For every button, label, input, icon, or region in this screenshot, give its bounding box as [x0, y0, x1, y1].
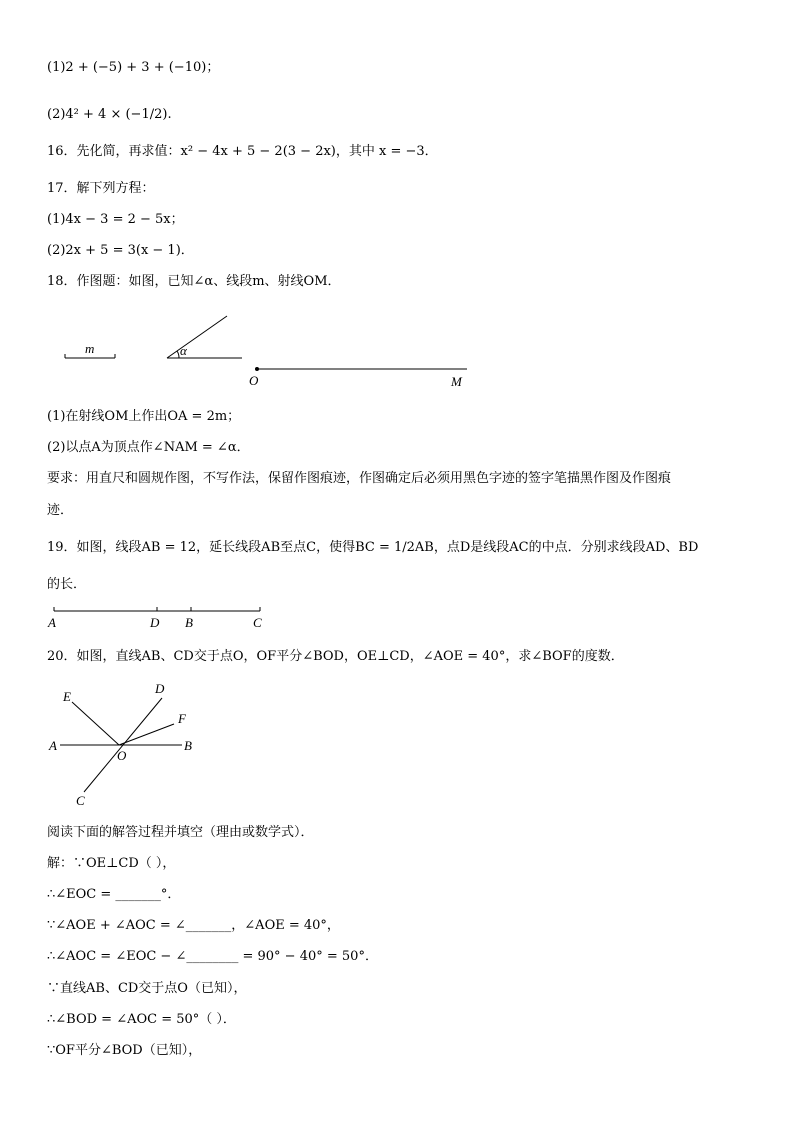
- problem-18-requirement-2: 迹．: [47, 503, 74, 518]
- problem-18-requirement-1: 要求：用直尺和圆规作图，不写作法，保留作图痕迹，作图确定后必须用黑色字迹的签字笔描黑作图及作图痕: [47, 471, 672, 486]
- label-D: D: [155, 681, 165, 696]
- angle-alpha: [167, 316, 242, 358]
- label-m: m: [85, 341, 95, 356]
- solution-line-6: ∵OF平分∠BOD（已知），: [47, 1043, 202, 1058]
- solution-line-5: ∴∠BOD = ∠AOC = 50°（ ）．: [47, 1012, 236, 1027]
- solution-line-4: ∵直线AB、CD交于点O（已知），: [47, 981, 247, 996]
- problem-18-part-1: (1)在射线OM上作出OA = 2m；: [47, 409, 241, 424]
- problem-16: 16．先化简，再求值：x² − 4x + 5 − 2(3 − 2x)，其中 x = −3．: [47, 144, 438, 159]
- problem-19-line-2: 的长．: [47, 577, 87, 592]
- problem-20: 20．如图，直线AB、CD交于点O，OF平分∠BOD，OE⊥CD，∠AOE = 40°，求∠BOF的度数．: [47, 649, 624, 664]
- figure-18: [55, 308, 485, 390]
- problem-17-part-2: (2)2x + 5 = 3(x − 1)．: [47, 243, 194, 258]
- problem-19-line-1: 19．如图，线段AB = 12，延长线段AB至点C，使得BC = 1/2AB，点D是线段AC的中点．分别求线段AD、BD: [47, 540, 699, 555]
- ray-OE: [72, 702, 119, 745]
- problem-17-title: 17．解下列方程：: [47, 181, 155, 196]
- problem-18-part-2: (2)以点A为顶点作∠NAM = ∠α．: [47, 440, 250, 455]
- solution-line-0: 解：∵OE⊥CD（ ），: [47, 856, 176, 871]
- label-D: D: [150, 615, 160, 630]
- solution-line-1: ∴∠EOC = _______°．: [47, 887, 181, 902]
- problem-18-title: 18．作图题：如图，已知∠α、线段m、射线OM．: [47, 274, 341, 289]
- label-A: A: [48, 615, 56, 630]
- label-B: B: [184, 738, 192, 753]
- problem-15-part-1: (1)2 + (−5) + 3 + (−10)；: [47, 60, 220, 75]
- label-C: C: [253, 615, 262, 630]
- label-E: E: [63, 689, 71, 704]
- ray-OF: [119, 724, 174, 745]
- reading-instruction: 阅读下面的解答过程并填空（理由或数学式）．: [47, 825, 314, 840]
- segment-m: [65, 341, 115, 358]
- figure-20: [44, 680, 204, 810]
- label-M: M: [451, 374, 462, 389]
- figure-19: [44, 603, 274, 633]
- label-C: C: [76, 793, 85, 808]
- problem-15-part-2: (2)4² + 4 × (−1/2).: [47, 107, 172, 122]
- label-A: A: [49, 738, 57, 753]
- label-F: F: [178, 711, 186, 726]
- label-B: B: [185, 615, 193, 630]
- label-O: O: [249, 373, 259, 388]
- problem-17-part-1: (1)4x − 3 = 2 − 5x；: [47, 212, 184, 227]
- solution-line-3: ∴∠AOC = ∠EOC − ∠________ = 90° − 40° = 50°．: [47, 949, 378, 964]
- ray-OM: [249, 367, 467, 389]
- label-O: O: [117, 748, 127, 763]
- label-alpha: α: [180, 343, 187, 358]
- solution-line-2: ∵∠AOE + ∠AOC = ∠_______，∠AOE = 40°，: [47, 918, 340, 933]
